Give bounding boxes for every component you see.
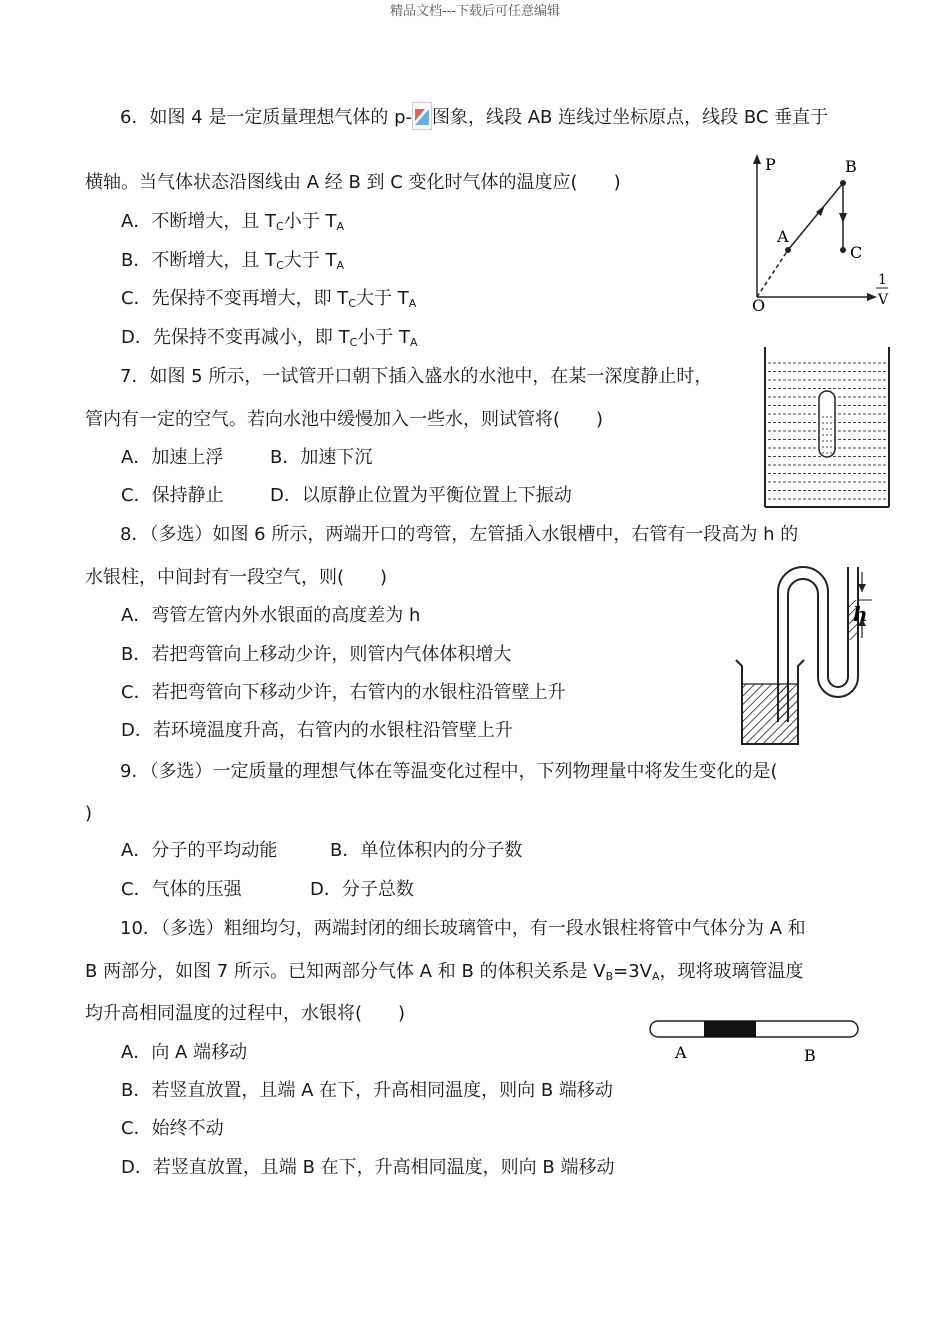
q7-option-b: B．加速下沉	[270, 447, 373, 468]
point-b-label: B	[845, 157, 857, 176]
q9-option-a: A．分子的平均动能	[121, 840, 278, 861]
figure-6-bent-tube	[732, 562, 872, 756]
q7-option-a: A．加速上浮	[121, 447, 224, 468]
q8-line1: 8．（多选）如图 6 所示，两端开口的弯管，左管插入水银槽中，右管有一段高为 h 的	[120, 524, 799, 545]
end-a-label: A	[675, 1043, 687, 1062]
origin-label: O	[752, 296, 766, 315]
figure-7-sealed-tube	[645, 1015, 865, 1074]
q9-option-b: B．单位体积内的分子数	[330, 840, 523, 861]
q10-line3: 均升高相同温度的过程中，水银将( )	[85, 1003, 406, 1024]
q10-line1: 10．（多选）粗细均匀，两端封闭的细长玻璃管中，有一段水银柱将管中气体分为 A 和	[120, 918, 806, 939]
inverse-v-numerator: 1	[878, 272, 887, 288]
q8-option-d: D．若环境温度升高，右管内的水银柱沿管壁上升	[121, 720, 513, 741]
q7-option-c: C．保持静止	[121, 485, 224, 506]
point-a-label: A	[777, 227, 789, 246]
q10-option-a: A．向 A 端移动	[121, 1042, 248, 1063]
broken-image-icon	[412, 102, 432, 130]
q8-option-b: B．若把弯管向上移动少许，则管内气体体积增大	[121, 644, 512, 665]
q10-line2: B 两部分，如图 7 所示。已知两部分气体 A 和 B 的体积关系是 $V_B=3V_A$，现将玻璃管温度	[85, 961, 804, 983]
end-b-label: B	[804, 1046, 816, 1065]
q7-line1: 7．如图 5 所示，一试管开口朝下插入盛水的水池中，在某一深度静止时，	[120, 366, 713, 387]
q9-option-d: D．分子总数	[310, 879, 414, 900]
q8-option-a: A．弯管左管内外水银面的高度差为 h	[121, 605, 421, 626]
q6-line1-b: 图象，线段 AB 连线过坐标原点，线段 BC 垂直于	[432, 107, 829, 128]
q6-option-c: C．先保持不变再增大，即 $T_C$大于 $T_A$	[121, 288, 417, 310]
q6-option-a: A．不断增大，且 $T_C$小于 $T_A$	[121, 211, 344, 233]
q10-option-c: C．始终不动	[121, 1118, 224, 1139]
q6-option-b: B．不断增大，且 $T_C$大于 $T_A$	[121, 250, 345, 272]
q8-option-c: C．若把弯管向下移动少许，右管内的水银柱沿管壁上升	[121, 682, 566, 703]
q7-option-d: D．以原静止位置为平衡位置上下振动	[270, 485, 572, 506]
q9-line2: )	[85, 803, 93, 824]
q6-line1-a: 6．如图 4 是一定质量理想气体的 p-	[120, 107, 412, 128]
q7-line2: 管内有一定的空气。若向水池中缓慢加入一些水，则试管将( )	[85, 409, 604, 430]
q10-option-d: D．若竖直放置，且端 B 在下，升高相同温度，则向 B 端移动	[121, 1157, 615, 1178]
figure-5-test-tube-pool	[760, 345, 895, 514]
q6-line1	[120, 102, 828, 130]
q6-option-d: D．先保持不变再减小，即 $T_C$小于 $T_A$	[121, 327, 418, 349]
q10-option-b: B．若竖直放置，且端 A 在下，升高相同温度，则向 B 端移动	[121, 1080, 613, 1101]
inverse-v-denominator: V	[878, 292, 889, 308]
p-axis-label: P	[765, 155, 776, 174]
q9-line1: 9．（多选）一定质量的理想气体在等温变化过程中，下列物理量中将发生变化的是(	[120, 761, 778, 782]
point-c-label: C	[850, 243, 863, 262]
page-header: 精品文档---下载后可任意编辑	[389, 4, 561, 19]
q6-line2: 横轴。当气体状态沿图线由 A 经 B 到 C 变化时气体的温度应( )	[85, 172, 621, 193]
h-label: h	[853, 602, 868, 626]
figure-4-p-v-graph	[745, 150, 895, 319]
q9-option-c: C．气体的压强	[121, 879, 242, 900]
q8-line2: 水银柱，中间封有一段空气，则( )	[85, 567, 388, 588]
